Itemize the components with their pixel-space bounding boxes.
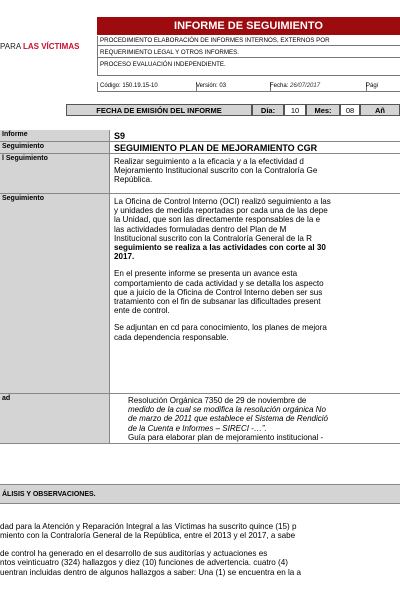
emission-label: FECHA DE EMISIÓN DEL INFORME xyxy=(66,104,252,116)
normatividad-label: ad xyxy=(0,394,110,443)
fecha-value: 26/07/2017 xyxy=(290,83,321,89)
mes-label: Mes: xyxy=(306,104,340,116)
normatividad-list xyxy=(114,396,398,442)
alcance-line: Institucional suscrito con la Contraloría General de la R xyxy=(114,233,312,243)
procedure-line: PROCEDIMIENTO ELABORACIÓN DE INFORMES INTERNOS, EXTERNOS POR xyxy=(97,36,400,46)
alcance-line: que a juicio de la Oficina de Control Interno deben ser sus xyxy=(114,287,323,297)
analysis-line: ntos veinticuatro (324) hallazgos y diez (10) funciones de advertencia. cuatro (4) xyxy=(0,558,288,568)
alcance-line: y unidades de medida reportadas por cada una de las depe xyxy=(114,206,328,216)
alcance-line: la Unidad, que son las directamente responsables de la e xyxy=(114,215,321,225)
analysis-line: miento con la Contraloría General de la República, entre el 2013 y el 2017, a sabe xyxy=(0,531,296,541)
analysis-paragraph xyxy=(0,549,400,577)
analysis-paragraph xyxy=(0,522,400,541)
codigo-cell xyxy=(98,82,197,91)
alcance-line: En el presente informe se presenta un avance esta xyxy=(114,269,298,279)
alcance-line: cada dependencia responsable. xyxy=(114,332,229,342)
nombre-row xyxy=(0,142,400,154)
objetivo-value xyxy=(112,154,400,185)
normatividad-text: Resolución Orgánica 7350 de 29 de noviembre de xyxy=(128,396,307,405)
alcance-line: las actividades formuladas dentro del Plan de M xyxy=(114,224,287,234)
logo xyxy=(0,42,98,62)
logo-prefix: PARA xyxy=(0,42,21,51)
objetivo-row xyxy=(0,154,400,194)
alcance-row xyxy=(0,194,400,394)
alcance-line-bold: 2017. xyxy=(114,252,135,262)
objetivo-label: l Seguimiento xyxy=(0,154,110,193)
logo-brand: LAS VÍCTIMAS xyxy=(22,42,80,51)
nombre-value: SEGUIMIENTO PLAN DE MEJORAMIENTO CGR xyxy=(114,143,318,153)
nombre-value-cell xyxy=(112,142,400,154)
objetivo-line: Mejoramiento Institucional suscrito con la Contraloría Ge xyxy=(114,166,318,176)
document-title: INFORME DE SEGUIMIENTO xyxy=(97,17,400,35)
codigo-label: Código: xyxy=(100,83,121,89)
normatividad-item xyxy=(128,433,398,442)
alcance-line: ente de control. xyxy=(114,306,170,316)
alcance-line: Se adjuntan en cd para conocimiento, los planes de mejora xyxy=(114,323,327,333)
normatividad-value xyxy=(112,394,400,442)
normatividad-text: Guía para elaborar plan de mejoramiento institucional - xyxy=(128,432,324,442)
normatividad-italic: de marzo de 2011 que establece el Sistema de Rendició xyxy=(128,414,328,424)
anio-label: Añ xyxy=(360,104,400,116)
dia-value: 10 xyxy=(284,104,306,116)
procedure-line-2: REQUERIMIENTO LEGAL Y OTROS INFORMES. xyxy=(97,46,400,58)
alcance-line: tratamiento con el fin de subsanar las dificultades present xyxy=(114,297,321,307)
informe-row xyxy=(0,130,400,142)
analysis-line: uentran incluidas dentro de algunos hallazgos a saber: Una (1) se encuentra en la a xyxy=(0,567,302,577)
version-value: 03 xyxy=(219,83,227,89)
pagina-label: Pági xyxy=(366,83,379,89)
analysis-line: de control ha generado en el desarrollo de sus auditorías y actuaciones es xyxy=(0,548,268,558)
objetivo-line: Realizar seguimiento a la eficacia y a la efectividad d xyxy=(114,157,304,166)
nombre-label: Seguimiento xyxy=(0,142,110,153)
alcance-value xyxy=(112,194,400,342)
emission-date-bar xyxy=(66,104,400,116)
fecha-cell xyxy=(268,82,367,91)
informe-label: Informe xyxy=(0,130,110,141)
informe-number: S9 xyxy=(114,131,126,141)
alcance-line: La Oficina de Control Interno (OCI) realizó seguimiento a las xyxy=(114,197,331,206)
informe-value xyxy=(112,130,400,142)
alcance-line-bold: seguimiento se realiza a las actividades con corte al 30 xyxy=(114,243,326,253)
document-meta xyxy=(97,82,400,92)
normatividad-italic: medido de la cual se modifica la resolución orgánica No xyxy=(128,405,326,415)
mes-value: 08 xyxy=(340,104,360,116)
alcance-label: Seguimiento xyxy=(0,194,110,393)
fecha-label: Fecha: xyxy=(270,83,289,89)
version-label: Versión: xyxy=(196,83,218,89)
normatividad-item xyxy=(128,396,398,433)
codigo-value: 150.19.15-10 xyxy=(122,83,158,89)
objetivo-line: República. xyxy=(114,175,153,185)
analysis-heading: ÁLISIS Y OBSERVACIONES. xyxy=(0,484,400,504)
dia-label: Día: xyxy=(252,104,284,116)
process-line: PROCESO EVALUACIÓN INDEPENDIENTE. xyxy=(97,58,400,76)
alcance-line: comportamiento de cada actividad y se detalla los aspecto xyxy=(114,278,324,288)
version-cell xyxy=(194,82,271,91)
pagina-cell xyxy=(364,82,400,91)
analysis-body xyxy=(0,522,400,585)
normatividad-row xyxy=(0,394,400,444)
analysis-line: dad para la Atención y Reparación Integral a las Víctimas ha suscrito quince (15) p xyxy=(0,522,297,531)
normatividad-italic: de la Cuenta e Informes – SIRECI -…”. xyxy=(128,423,267,433)
